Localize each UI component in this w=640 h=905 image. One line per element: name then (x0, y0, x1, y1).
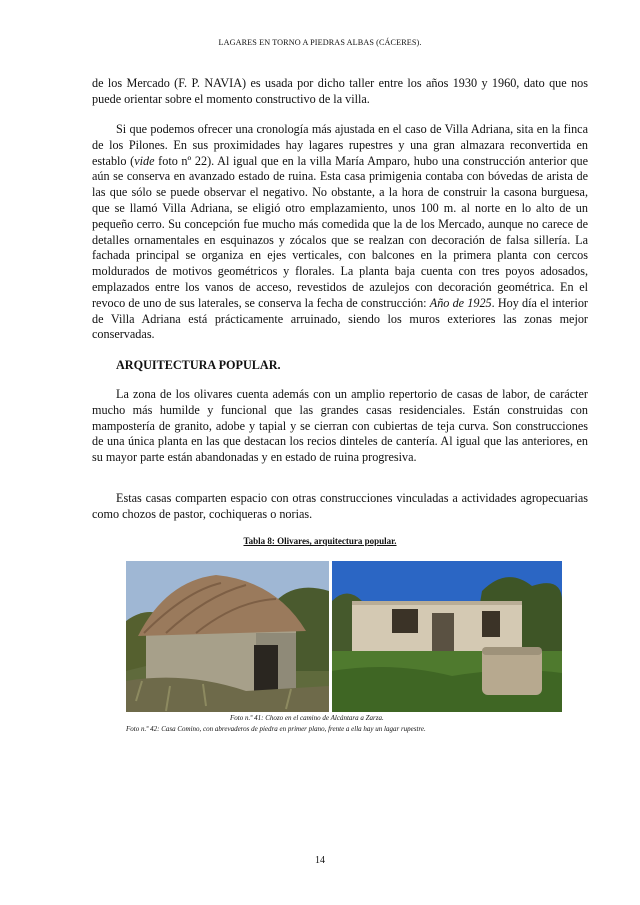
photo-stone-hut (126, 561, 329, 712)
table-caption: Tabla 8: Olivares, arquitectura popular. (243, 536, 397, 546)
paragraph-text: de los Mercado (F. P. NAVIA) es usada por dicho taller entre los años 1930 y 1960, dato que nos puede orientar sobre el momento constructivo de la villa. (92, 76, 588, 106)
year-italic: Año de 1925 (429, 295, 492, 310)
paragraph-text-b: foto nº 22). Al igual que en la villa María Amparo, hubo una construcción anterior que aún se conserva en avanzado estado de ruina. Esta casa primigenia contaba con bóvedas de arista de las que sólo se puede observar el negativo. No obstante, a la hora de construir la casona burguesa, que se llamó Villa Adriana, se eligió otro emplazamiento, unos 100 m. al norte en lo alto de un pequeño cerro. Su concepción fue mucho más comedida que la de los Mercado, aunque no carece de detalles ornamentales en esquinazos y zócalos que se realzan con decoración de falsa sillería. La fachada principal se organiza en ejes verticales, con balcones en la primera planta con cercos moldurados de motivos geométricos y florales. La planta baja cuenta con tres poyos adosados, emplazados entre los vanos de acceso, revestidos de azulejos con decoración geométrica. En el revoco de uno de sus laterales, se conserva la fecha de construcción: (92, 153, 588, 310)
paragraph-text: Estas casas comparten espacio con otras construcciones vinculadas a actividades agropecuarias como chozos de pastor, cochiqueras o norias. (92, 491, 588, 521)
running-header: LAGARES EN TORNO A PIEDRAS ALBAS (CÁCERES). (218, 38, 422, 47)
photo-ruined-house (332, 561, 562, 712)
paragraph-text: La zona de los olivares cuenta además con un amplio repertorio de casas de labor, de carácter mucho más humilde y funcional que las grandes casas residenciales. Están construidas con mampostería de granito, adobe y tapial y se cierran con cubiertas de teja curva. Son construcciones de una única planta en las que destacan los recios dinteles de cantería. Al igual que las anteriores, en su mayor parte están abandonadas y en estado de ruina progresiva. (92, 387, 588, 465)
paragraph-text-a: Si que podemos ofrecer una cronología más ajustada en el caso de Villa Adriana, sita en la finca de los Pilones. En sus proximidades hay lagares rupestres y una gran almazara reconvertida en establo ( (92, 122, 588, 168)
body-paragraph-2 (92, 122, 588, 343)
photo-caption-2: Foto n.º 42: Casa Comino, con abrevaderos de piedra en primer plano, frente a ella hay un lagar rupestre. (126, 725, 426, 733)
page-number: 14 (315, 855, 325, 866)
body-paragraph-4 (92, 491, 588, 523)
body-paragraph-3 (92, 387, 588, 466)
body-paragraph-1 (92, 76, 588, 108)
paragraph-text-c: . Hoy día el interior de Villa Adriana está prácticamente arruinado, siendo los muros exteriores las zonas mejor conservadas. (92, 295, 588, 342)
vide-italic: vide (134, 153, 155, 168)
section-heading: ARQUITECTURA POPULAR. (116, 358, 281, 372)
photo-caption-1: Foto n.º 41: Chozo en el camino de Alcántara a Zarza. (230, 714, 384, 722)
